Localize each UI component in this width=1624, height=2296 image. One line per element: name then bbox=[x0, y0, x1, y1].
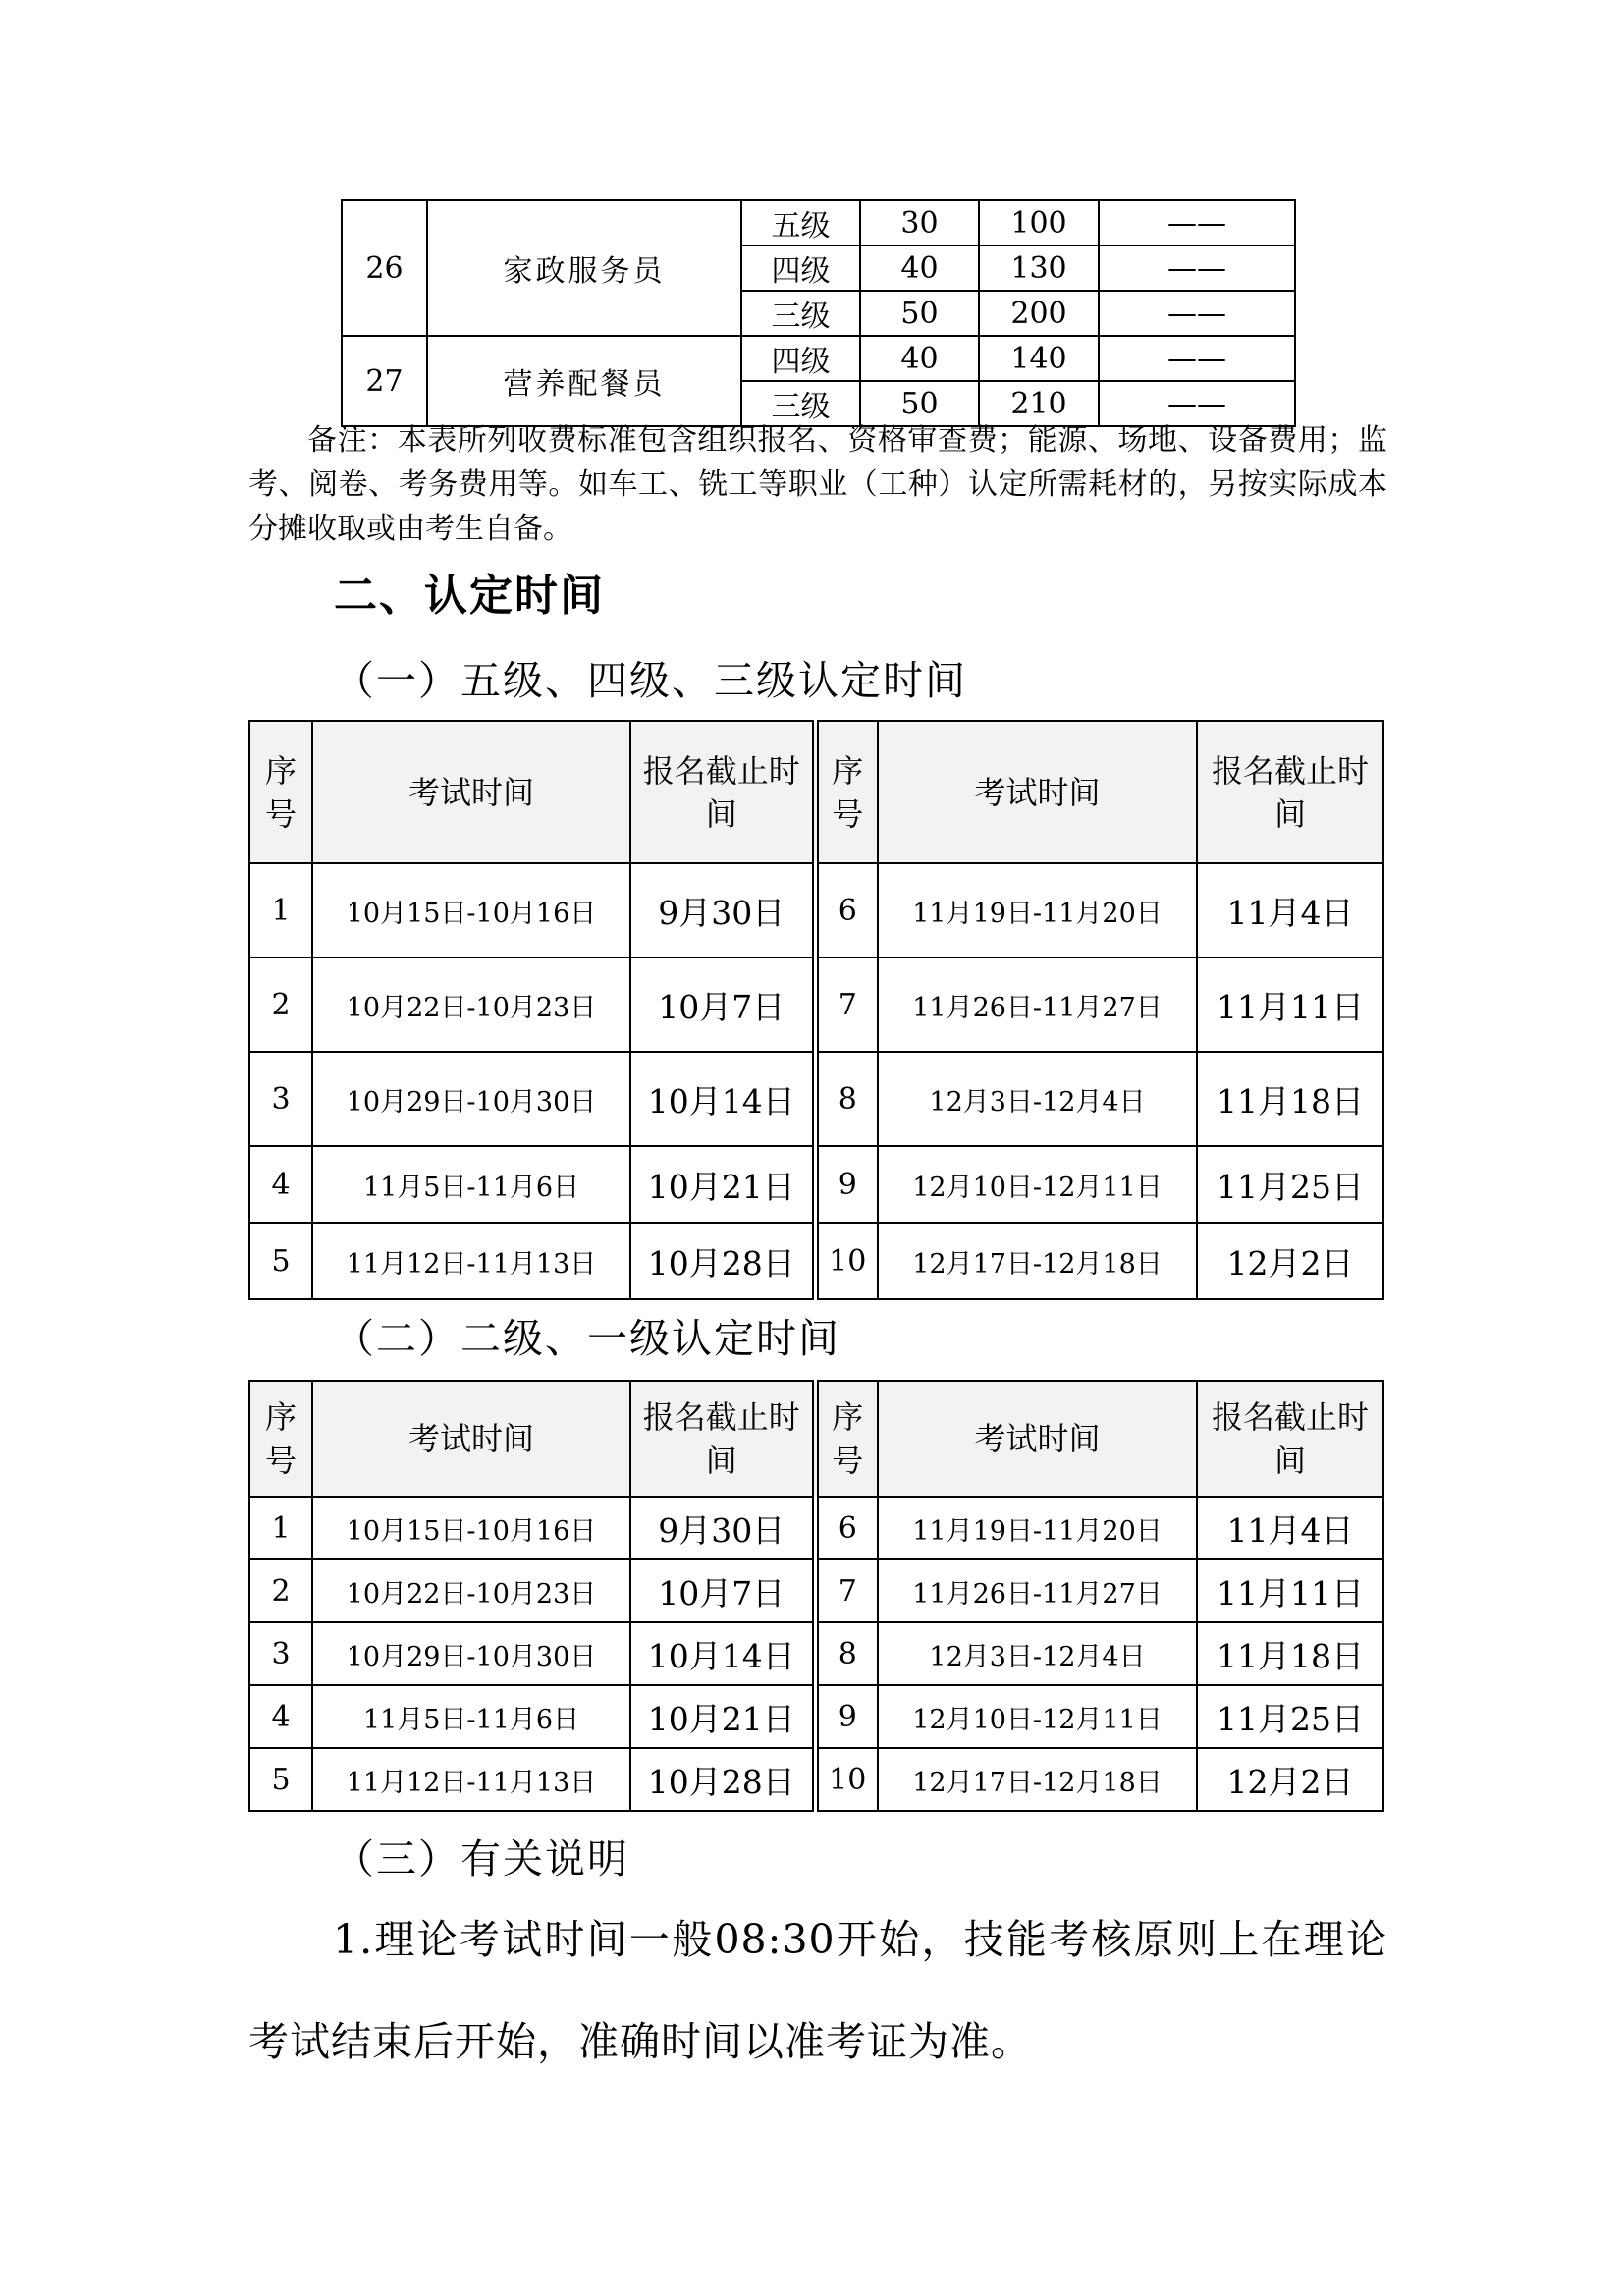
table-row bbox=[249, 957, 1383, 1052]
exam-date-range: 10月29日-10月30日 bbox=[312, 1622, 630, 1685]
explanation-paragraph: 1.理论考试时间一般08:30开始，技能考核原则上在理论考试结束后开始，准确时间以准考证为准。 bbox=[248, 1916, 1387, 2065]
exam-date-range: 11月5日-11月6日 bbox=[312, 1146, 630, 1223]
table-row bbox=[249, 1052, 1383, 1146]
table-row bbox=[249, 1223, 1383, 1299]
exam-date-range: 11月12日-11月13日 bbox=[312, 1223, 630, 1299]
fee-value: 210 bbox=[979, 381, 1099, 426]
exam-date-range: 11月19日-11月20日 bbox=[878, 1497, 1197, 1559]
header-exam-time: 考试时间 bbox=[312, 721, 630, 863]
deadline-date: 9月30日 bbox=[630, 1497, 815, 1559]
fee-other: —— bbox=[1099, 336, 1295, 381]
fee-occupation: 营养配餐员 bbox=[427, 336, 741, 426]
fee-other: —— bbox=[1099, 246, 1295, 291]
deadline-date: 10月21日 bbox=[630, 1146, 815, 1223]
fee-other: —— bbox=[1099, 381, 1295, 426]
row-no: 3 bbox=[249, 1052, 312, 1146]
header-no: 序号 bbox=[249, 1381, 312, 1497]
deadline-date: 12月2日 bbox=[1197, 1223, 1383, 1299]
exam-date-range: 11月26日-11月27日 bbox=[878, 1559, 1197, 1622]
row-no: 4 bbox=[249, 1146, 312, 1223]
row-no: 6 bbox=[815, 1497, 878, 1559]
exam-date-range: 12月10日-12月11日 bbox=[878, 1685, 1197, 1748]
fee-value: 40 bbox=[860, 246, 979, 291]
fee-value: 40 bbox=[860, 336, 979, 381]
deadline-date: 12月2日 bbox=[1197, 1748, 1383, 1811]
exam-date-range: 11月26日-11月27日 bbox=[878, 957, 1197, 1052]
deadline-date: 9月30日 bbox=[630, 863, 815, 957]
deadline-date: 11月25日 bbox=[1197, 1146, 1383, 1223]
fee-level: 三级 bbox=[741, 291, 860, 336]
deadline-date: 11月11日 bbox=[1197, 1559, 1383, 1622]
table-row bbox=[249, 1748, 1383, 1811]
header-no: 序号 bbox=[815, 1381, 878, 1497]
row-no: 3 bbox=[249, 1622, 312, 1685]
header-deadline: 报名截止时间 bbox=[630, 1381, 815, 1497]
header-deadline: 报名截止时间 bbox=[630, 721, 815, 863]
exam-date-range: 10月22日-10月23日 bbox=[312, 957, 630, 1052]
fee-table bbox=[341, 199, 1296, 427]
fee-value: 100 bbox=[979, 200, 1099, 246]
deadline-date: 10月7日 bbox=[630, 1559, 815, 1622]
fee-other: —— bbox=[1099, 200, 1295, 246]
deadline-date: 10月14日 bbox=[630, 1052, 815, 1146]
fee-value: 140 bbox=[979, 336, 1099, 381]
exam-date-range: 10月15日-10月16日 bbox=[312, 1497, 630, 1559]
exam-date-range: 12月3日-12月4日 bbox=[878, 1622, 1197, 1685]
fee-occupation: 家政服务员 bbox=[427, 200, 741, 336]
fee-no: 26 bbox=[342, 200, 427, 336]
table-header-row bbox=[249, 1381, 1383, 1497]
deadline-date: 11月18日 bbox=[1197, 1052, 1383, 1146]
exam-date-range: 12月10日-12月11日 bbox=[878, 1146, 1197, 1223]
table-row bbox=[249, 1497, 1383, 1559]
row-no: 5 bbox=[249, 1223, 312, 1299]
table-row bbox=[249, 1622, 1383, 1685]
row-no: 8 bbox=[815, 1052, 878, 1146]
deadline-date: 10月14日 bbox=[630, 1622, 815, 1685]
header-no: 序号 bbox=[249, 721, 312, 863]
fee-level: 四级 bbox=[741, 336, 860, 381]
header-exam-time: 考试时间 bbox=[878, 1381, 1197, 1497]
header-deadline: 报名截止时间 bbox=[1197, 721, 1383, 863]
subsection-title-2: （二）二级、一级认定时间 bbox=[334, 1315, 840, 1362]
deadline-date: 10月7日 bbox=[630, 957, 815, 1052]
row-no: 8 bbox=[815, 1622, 878, 1685]
table-row bbox=[249, 1146, 1383, 1223]
fee-value: 130 bbox=[979, 246, 1099, 291]
row-no: 9 bbox=[815, 1146, 878, 1223]
row-no: 10 bbox=[815, 1748, 878, 1811]
row-no: 6 bbox=[815, 863, 878, 957]
fee-level: 三级 bbox=[741, 381, 860, 426]
header-exam-time: 考试时间 bbox=[312, 1381, 630, 1497]
deadline-date: 10月28日 bbox=[630, 1223, 815, 1299]
deadline-date: 10月21日 bbox=[630, 1685, 815, 1748]
row-no: 5 bbox=[249, 1748, 312, 1811]
row-no: 2 bbox=[249, 1559, 312, 1622]
fee-value: 200 bbox=[979, 291, 1099, 336]
row-no: 9 bbox=[815, 1685, 878, 1748]
exam-date-range: 11月19日-11月20日 bbox=[878, 863, 1197, 957]
row-no: 4 bbox=[249, 1685, 312, 1748]
fee-level: 四级 bbox=[741, 246, 860, 291]
deadline-date: 11月18日 bbox=[1197, 1622, 1383, 1685]
table-row bbox=[249, 863, 1383, 957]
deadline-date: 11月11日 bbox=[1197, 957, 1383, 1052]
exam-date-range: 10月22日-10月23日 bbox=[312, 1559, 630, 1622]
exam-date-range: 11月12日-11月13日 bbox=[312, 1748, 630, 1811]
header-deadline: 报名截止时间 bbox=[1197, 1381, 1383, 1497]
row-no: 7 bbox=[815, 1559, 878, 1622]
fee-no: 27 bbox=[342, 336, 427, 426]
fee-value: 50 bbox=[860, 291, 979, 336]
deadline-date: 11月4日 bbox=[1197, 1497, 1383, 1559]
table-header-row bbox=[249, 721, 1383, 863]
row-no: 1 bbox=[249, 863, 312, 957]
schedule-table-1 bbox=[248, 720, 1384, 1300]
exam-date-range: 11月5日-11月6日 bbox=[312, 1685, 630, 1748]
exam-date-range: 12月17日-12月18日 bbox=[878, 1748, 1197, 1811]
header-no: 序号 bbox=[815, 721, 878, 863]
fee-level: 五级 bbox=[741, 200, 860, 246]
exam-date-range: 10月15日-10月16日 bbox=[312, 863, 630, 957]
exam-date-range: 12月17日-12月18日 bbox=[878, 1223, 1197, 1299]
table-row bbox=[342, 200, 1295, 246]
row-no: 1 bbox=[249, 1497, 312, 1559]
row-no: 7 bbox=[815, 957, 878, 1052]
row-no: 10 bbox=[815, 1223, 878, 1299]
subsection-title-3: （三）有关说明 bbox=[334, 1835, 629, 1883]
header-exam-time: 考试时间 bbox=[878, 721, 1197, 863]
fee-note: 备注：本表所列收费标准包含组织报名、资格审查费；能源、场地、设备费用；监考、阅卷、考务费用等。如车工、铣工等职业（工种）认定所需耗材的，另按实际成本分摊收取或由考生自备。 bbox=[248, 423, 1387, 546]
exam-date-range: 10月29日-10月30日 bbox=[312, 1052, 630, 1146]
exam-date-range: 12月3日-12月4日 bbox=[878, 1052, 1197, 1146]
fee-value: 30 bbox=[860, 200, 979, 246]
deadline-date: 11月25日 bbox=[1197, 1685, 1383, 1748]
deadline-date: 11月4日 bbox=[1197, 863, 1383, 957]
table-row bbox=[249, 1685, 1383, 1748]
schedule-table-2 bbox=[248, 1380, 1384, 1812]
section-title: 二、认定时间 bbox=[334, 571, 605, 621]
subsection-title-1: （一）五级、四级、三级认定时间 bbox=[334, 657, 967, 704]
table-row bbox=[249, 1559, 1383, 1622]
table-row bbox=[342, 336, 1295, 381]
fee-other: —— bbox=[1099, 291, 1295, 336]
row-no: 2 bbox=[249, 957, 312, 1052]
deadline-date: 10月28日 bbox=[630, 1748, 815, 1811]
fee-value: 50 bbox=[860, 381, 979, 426]
